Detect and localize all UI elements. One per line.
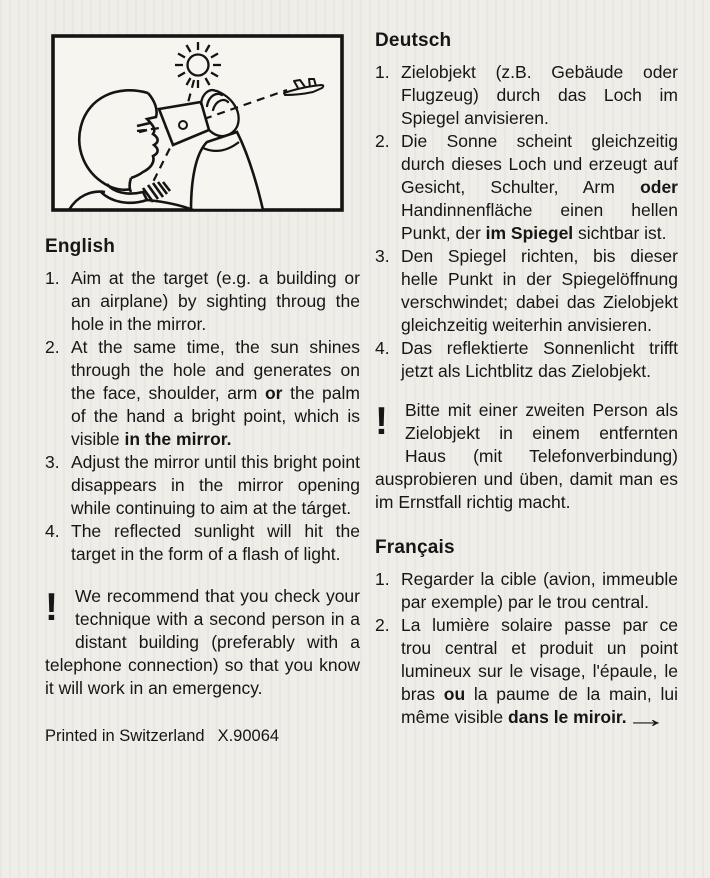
warning-note-deutsch: [375, 399, 678, 514]
exclamation-icon: !: [45, 586, 58, 629]
section-english: [45, 236, 360, 746]
instruction-item-de-4: [375, 337, 678, 383]
item-text: Aim at the target (e.g. a building or an airplane) by sighting throug the hole in the mirror.: [71, 268, 360, 334]
item-text: Die Sonne scheint gleichzeitig durch dieses Loch und erzeugt auf Gesicht, Schulter, Arm oder Handinnenfläche einen hellen Punkt, der im Spiegel sichtbar ist.: [401, 131, 678, 243]
section-deutsch: [375, 30, 678, 514]
section-heading-deutsch: Deutsch: [375, 30, 452, 51]
left-column: [45, 30, 360, 878]
instruction-item-en-1: [45, 267, 360, 336]
item-number: 2.: [45, 337, 60, 357]
signal-mirror-illustration: [51, 34, 344, 212]
item-text: Adjust the mirror until this bright point disappears in the mirror opening while continuing to aim at the tárget.: [71, 452, 360, 518]
instruction-item-de-1: [375, 61, 678, 130]
item-number: 2.: [375, 131, 390, 151]
item-text: Den Spiegel richten, bis dieser helle Punkt in der Spiegelöffnung verschwindet; dabei das Zielobjekt gleichzeitig weiterhin anvisieren.: [401, 246, 678, 335]
item-text: Zielobjekt (z.B. Gebäude oder Flugzeug) durch das Loch im Spiegel anvisieren.: [401, 62, 678, 128]
item-text: Regarder la cible (avion, immeuble par exemple) par le trou central.: [401, 569, 678, 612]
instruction-item-en-2: [45, 336, 360, 451]
item-number: 1.: [375, 569, 390, 589]
section-heading-francais: Français: [375, 537, 455, 558]
instruction-item-fr-2: [375, 614, 678, 733]
instruction-item-de-3: [375, 245, 678, 337]
item-number: 2.: [375, 615, 390, 635]
deutsch-instruction-list: [375, 61, 678, 383]
section-francais: [375, 537, 678, 733]
warning-text: Bitte mit einer zweiten Person als Zielobjekt in einem entfernten Haus (mit Telefonverbindung) ausprobieren und üben, damit man es im Ernstfall richtig macht.: [375, 400, 678, 512]
francais-instruction-list: [375, 568, 678, 733]
instruction-item-en-3: [45, 451, 360, 520]
item-number: 3.: [45, 452, 60, 472]
item-text: At the same time, the sun shines through the hole and generates on the face, shoulder, arm or the palm of the hand a bright point, which is visible in the mirror.: [71, 337, 360, 449]
item-number: 3.: [375, 246, 390, 266]
right-column: [375, 30, 678, 878]
instruction-item-fr-1: [375, 568, 678, 614]
warning-text: We recommend that you check your technique with a second person in a distant building (preferably with a telephone connection) so that you know it will work in an emergency.: [45, 586, 360, 698]
item-text: Das reflektierte Sonnenlicht trifft jetzt als Lichtblitz das Zielobjekt.: [401, 338, 678, 381]
item-text: [401, 614, 678, 733]
section-heading-english: English: [45, 236, 116, 257]
item-text: The reflected sunlight will hit the target in the form of a flash of light.: [71, 521, 360, 564]
printed-in-text: Printed in Switzerland: [45, 727, 205, 745]
item-number: 4.: [375, 338, 390, 358]
arrow-right-icon: →: [624, 705, 668, 733]
instruction-item-de-2: [375, 130, 678, 245]
imprint-line: [45, 727, 360, 746]
item-number: 4.: [45, 521, 60, 541]
exclamation-icon: !: [375, 400, 388, 443]
warning-note-english: [45, 585, 360, 700]
english-instruction-list: [45, 267, 360, 566]
part-number: X.90064: [217, 727, 280, 745]
illustration-svg: [51, 34, 344, 212]
item-number: 1.: [45, 268, 60, 288]
instruction-item-en-4: [45, 520, 360, 566]
item-number: 1.: [375, 62, 390, 82]
item-text-segments: La lumière solaire passe par ce trou central et produit un point lumineux sur le visage, l'épaule, le bras ou la paume de la main, lui même visible dans le miroir.: [401, 615, 678, 727]
